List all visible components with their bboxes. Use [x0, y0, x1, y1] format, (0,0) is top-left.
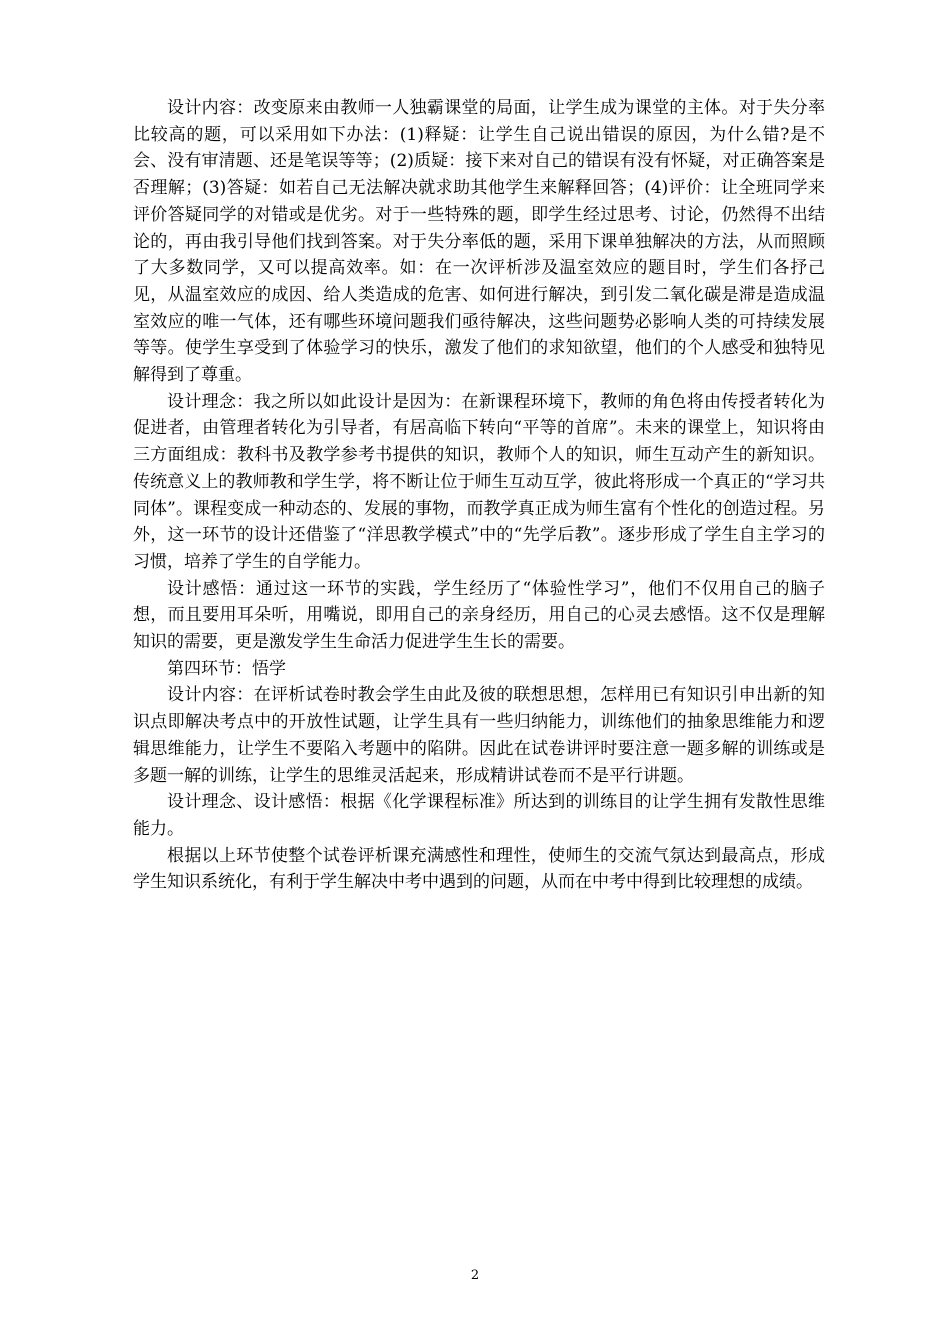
- paragraph-conclusion: 根据以上环节使整个试卷评析课充满感性和理性，使师生的交流气氛达到最高点，形成学生知识系统化，有利于学生解决中考中遇到的问题，从而在中考中得到比较理想的成绩。: [133, 845, 825, 893]
- paragraph-design-content-2: 设计内容：在评析试卷时教会学生由此及彼的联想思想，怎样用已有知识引申出新的知识点即解决考点中的开放性试题，让学生具有一些归纳能力，训练他们的抽象思维能力和逻辑思维能力，让学生不要陷入考题中的陷阱。因此在试卷讲评时要注意一题多解的训练或是多题一解的训练，让学生的思维灵活起来，形成精讲试卷而不是平行讲题。: [133, 685, 825, 786]
- section-heading-fourth-stage: 第四环节：悟学: [167, 658, 286, 679]
- paragraph-design-concept: 设计理念：我之所以如此设计是因为：在新课程环境下，教师的角色将由传授者转化为促进者，由管理者转化为引导者，有居高临下转向“平等的首席”。未来的课堂上，知识将由三方面组成：教科书及教学参考书提供的知识，教师个人的知识，师生互动产生的新知识。传统意义上的教师教和学生学，将不断让位于师生互动互学，彼此将形成一个真正的“学习共同体”。课程变成一种动态的、发展的事物，而教学真正成为师生富有个性化的创造过程。另外，这一环节的设计还借鉴了“洋思教学模式”中的“先学后教”。逐步形成了学生自主学习的习惯，培养了学生的自学能力。: [133, 391, 825, 572]
- document-body: [133, 95, 825, 896]
- page-number: 2: [470, 1268, 480, 1283]
- paragraph-design-content-1: 设计内容：改变原来由教师一人独霸课堂的局面，让学生成为课堂的主体。对于失分率比较高的题，可以采用如下办法：(1)释疑：让学生自己说出错误的原因，为什么错?是不会、没有审清题、还是笔误等等；(2)质疑：接下来对自己的错误有没有怀疑，对正确答案是否理解；(3)答疑：如若自己无法解决就求助其他学生来解释回答；(4)评价：让全班同学来评价答疑同学的对错或是优劣。对于一些特殊的题，即学生经过思考、讨论，仍然得不出结论的，再由我引导他们找到答案。对于失分率低的题，采用下课单独解决的方法，从而照顾了大多数同学，又可以提高效率。如：在一次评析涉及温室效应的题目时，学生们各抒己见，从温室效应的成因、给人类造成的危害、如何进行解决，到引发二氧化碳是滞是造成温室效应的唯一气体，还有哪些环境问题我们亟待解决，这些问题势必影响人类的可持续发展等等。使学生享受到了体验学习的快乐，激发了他们的求知欲望，他们的个人感受和独特见解得到了尊重。: [133, 98, 825, 386]
- paragraph-design-reflection: 设计感悟：通过这一环节的实践，学生经历了“体验性学习”，他们不仅用自己的脑子想，而且要用耳朵听，用嘴说，即用自己的亲身经历，用自己的心灵去感悟。这不仅是理解知识的需要，更是激发学生生命活力促进学生生长的需要。: [133, 578, 825, 653]
- paragraph-design-concept-reflection: 设计理念、设计感悟：根据《化学课程标准》所达到的训练目的让学生拥有发散性思维能力。: [133, 792, 825, 839]
